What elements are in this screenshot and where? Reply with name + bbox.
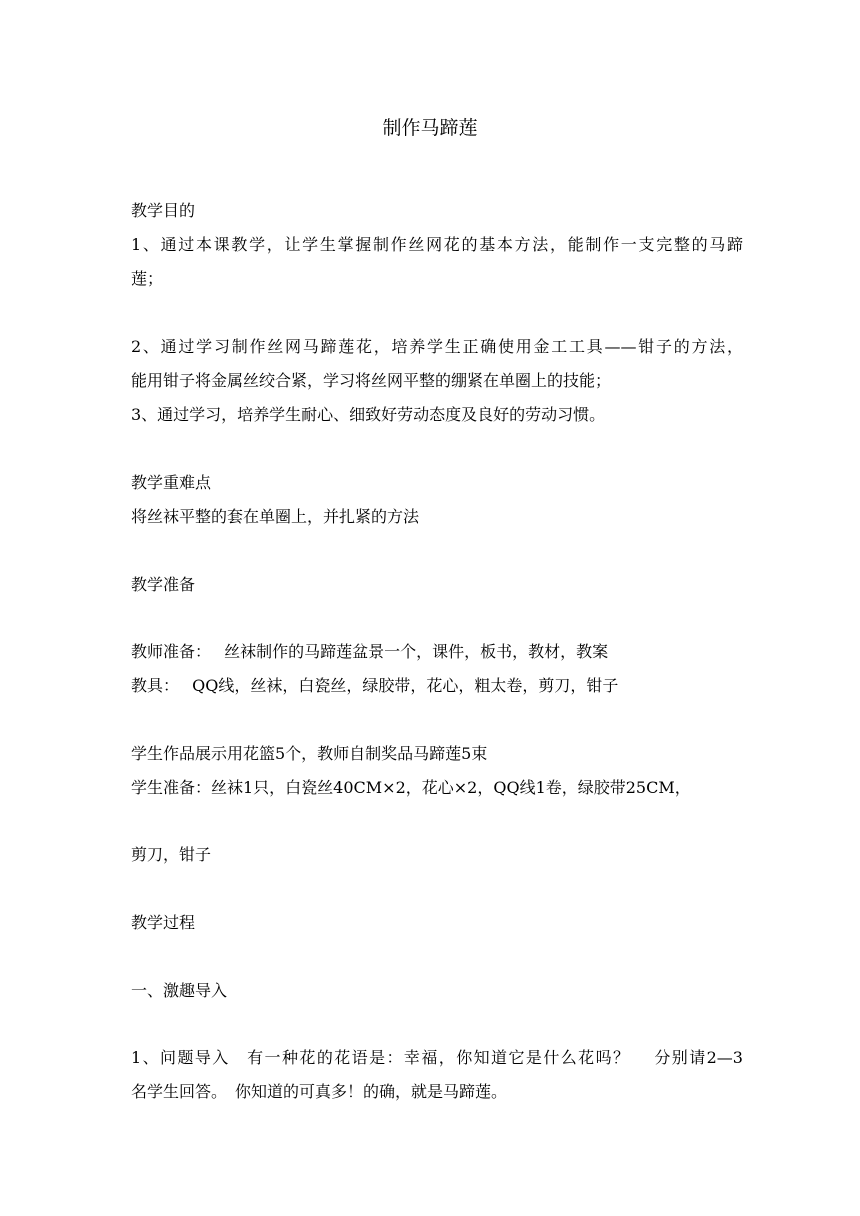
- page-title: 制作马蹄莲: [382, 117, 478, 139]
- paragraph-line: 教具： QQ线，丝袜，白瓷丝，绿胶带，花心，粗太卷，剪刀，钳子: [131, 676, 619, 695]
- paragraph-line: 学生作品展示用花篮5个，教师自制奖品马蹄莲5束: [131, 744, 488, 763]
- paragraph-line: 1、问题导入 有一种花的花语是：幸福，你知道它是什么花吗？ 分别请2—3: [131, 1048, 743, 1067]
- paragraph-line: 2、通过学习制作丝网马蹄莲花，培养学生正确使用金工工具——钳子的方法，: [131, 337, 743, 356]
- paragraph-line: 学生准备：丝袜1只，白瓷丝40CM×2，花心×2，QQ线1卷，绿胶带25CM，: [131, 778, 691, 797]
- section-heading-preparation: 教学准备: [131, 575, 196, 594]
- paragraph-line: 3、通过学习，培养学生耐心、细致好劳动态度及良好的劳动习惯。: [131, 405, 606, 424]
- section-heading-process: 教学过程: [131, 913, 196, 932]
- paragraph-line: 莲；: [131, 269, 164, 288]
- paragraph-line: 将丝袜平整的套在单圈上，并扎紧的方法: [131, 507, 420, 526]
- subsection-heading: 一、激趣导入: [131, 981, 228, 1000]
- paragraph-line: 教师准备： 丝袜制作的马蹄莲盆景一个，课件，板书，教材，教案: [131, 642, 609, 661]
- section-heading-objectives: 教学目的: [131, 201, 196, 220]
- paragraph-line: 能用钳子将金属丝绞合紧，学习将丝网平整的绷紧在单圈上的技能；: [131, 371, 612, 390]
- paragraph-line: 剪刀，钳子: [131, 845, 212, 864]
- paragraph-line: 名学生回答。 你知道的可真多！的确，就是马蹄莲。: [131, 1082, 508, 1101]
- section-heading-key-points: 教学重难点: [131, 473, 212, 492]
- paragraph-line: 1、通过本课教学，让学生掌握制作丝网花的基本方法，能制作一支完整的马蹄: [131, 235, 743, 254]
